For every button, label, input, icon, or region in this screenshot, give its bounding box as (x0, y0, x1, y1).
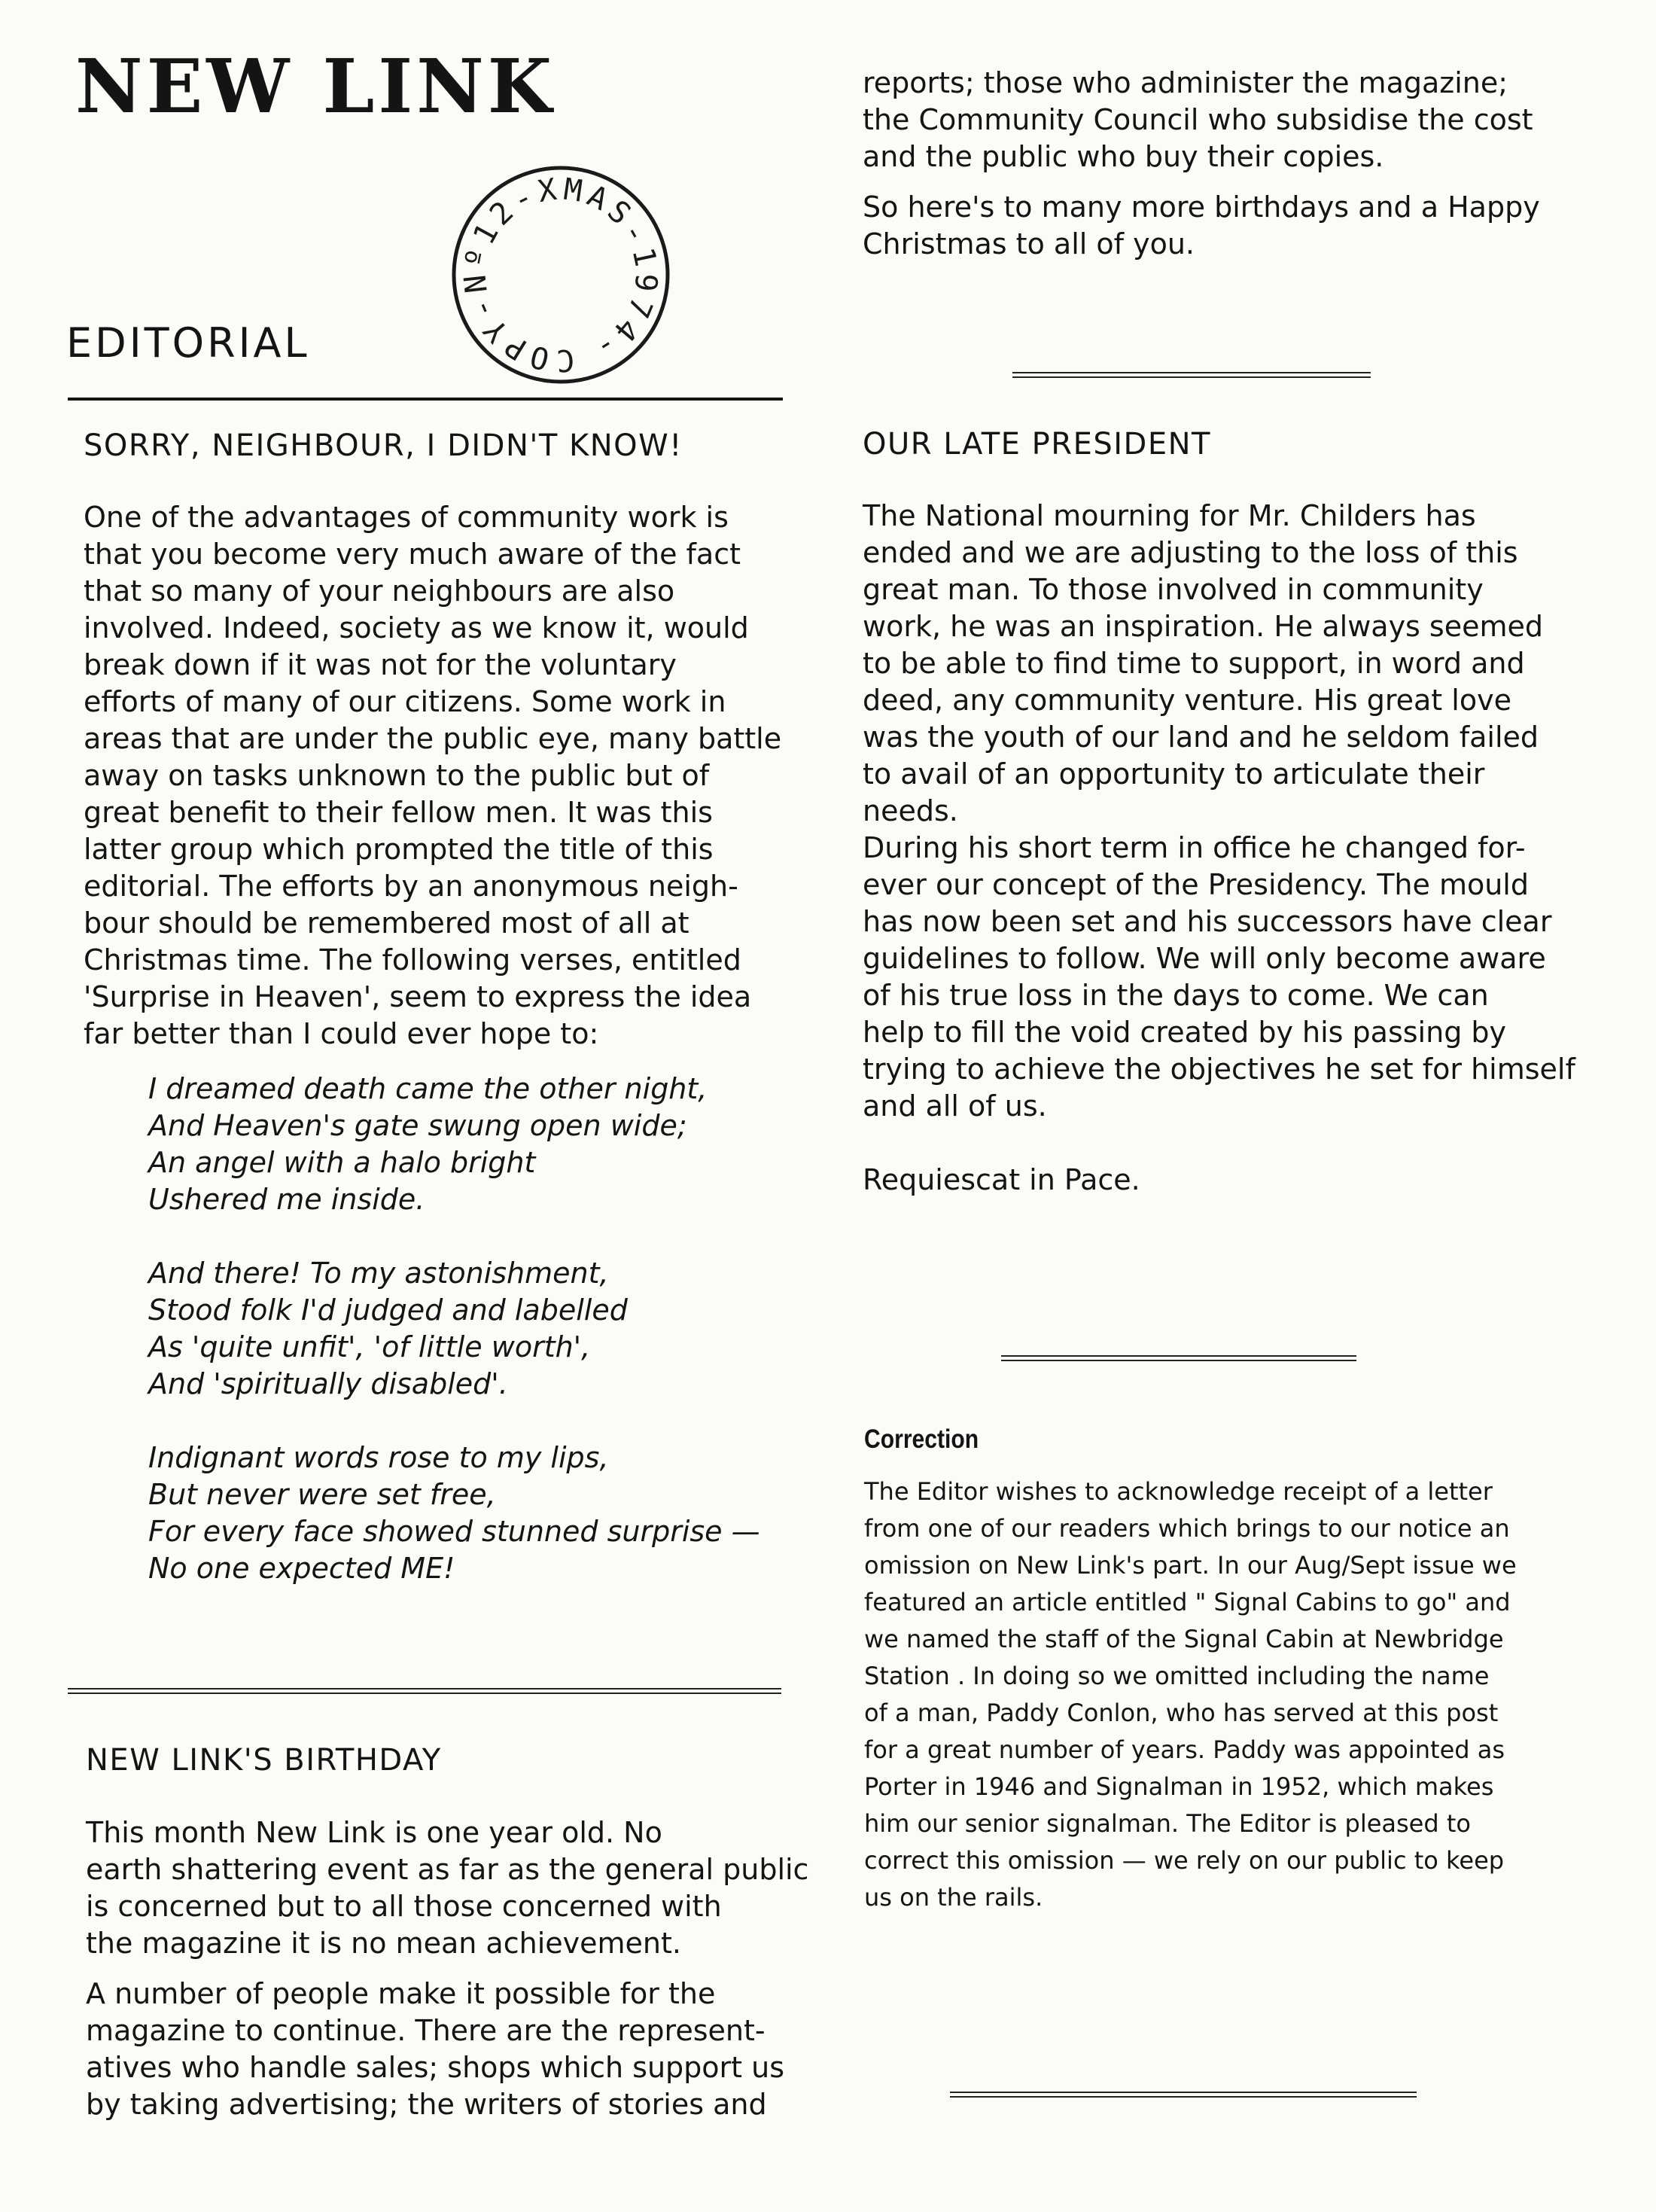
section-divider (1001, 1355, 1356, 1361)
article-birthday (86, 1742, 846, 2123)
article-sorry-neighbour (84, 428, 844, 1587)
article-body: So here's to many more birthdays and a Happy Christmas to all of you. (863, 190, 1540, 261)
section-label: EDITORIAL (66, 319, 310, 367)
article-body: This month New Link is one year old. No earth shattering event as far as the general public is concerned but to all those concerned with the magazine it is no mean achievement. (86, 1816, 809, 1960)
poem-stanza: Indignant words rose to my lips, But never were set free, For every face showed stunned surprise — No one expected ME! (148, 1441, 760, 1585)
article-body: The National mourning for Mr. Childers has ended and we are adjusting to the loss of this great man. To those involved in community work, he was an inspiration. He always seemed to be able to find time to support, in word and deed, any community venture. His great love was the youth of our land and he seldom failed to avail of an opportunity to articulate their needs. During his short term in office he changed for- ever our concept of the Presidency. The mould has now been set and his successors have clear guidelines to follow. We will only become aware of his true loss in the days to come. We can help to fill the void created by his passing by trying to achieve the objectives he set for himself and all of us. (863, 499, 1575, 1123)
article-heading: OUR LATE PRESIDENT (863, 427, 1211, 462)
article-signoff: Requiescat in Pace. (863, 1163, 1140, 1196)
masthead-title: NEW LINK (75, 44, 556, 130)
article-heading: SORRY, NEIGHBOUR, I DIDN'T KNOW! (84, 428, 683, 463)
section-divider (950, 2092, 1417, 2098)
svg-text:COPY-Nº12-XMAS-1974- (448, 162, 674, 388)
poem-stanza: And there! To my astonishment, Stood folk I'd judged and labelled As 'quite unfit', 'of little worth', And 'spiritually disabled'. (148, 1257, 628, 1400)
article-heading: Correction (864, 1424, 979, 1454)
copy-stamp (448, 162, 674, 388)
stamp-text: COPY-Nº12-XMAS-1974- (458, 172, 664, 378)
section-divider (68, 1688, 781, 1694)
article-body: reports; those who administer the magazine; the Community Council who subsidise the cost and the public who buy their copies. (863, 66, 1533, 173)
article-body: The Editor wishes to acknowledge receipt of a letter from one of our readers which brings to our notice an omission on New Link's part. In our Aug/Sept issue we featured an article entitled " Signal Cabins to go" and we named the staff of the Signal Cabin at Newbridge Station . In doing so we omitted including the name of a man, Paddy Conlon, who has served at this post for a great number of years. Paddy was appointed as Porter in 1946 and Signalman in 1952, which makes him our senior signalman. The Editor is pleased to correct this omission — we rely on our public to keep us on the rails. (864, 1477, 1517, 1912)
article-body: One of the advantages of community work is that you become very much aware of the fact that so many of your neighbours are also involved. Indeed, society as we know it, would break down if it was not for the voluntary efforts of many of our citizens. Some work in areas that are under the public eye, many battle away on tasks unknown to the public but of great benefit to their fellow men. It was this latter group which prompted the title of this editorial. The efforts by an anonymous neigh- bour should be remembered most of all at Christmas time. The following verses, entitled 'Surprise in Heaven', seem to express the idea far better than I could ever hope to: (84, 501, 782, 1050)
poem-stanza: I dreamed death came the other night, And Heaven's gate swung open wide; An angel with a halo bright Ushered me inside. (148, 1072, 708, 1216)
article-heading: NEW LINK'S BIRTHDAY (86, 1743, 442, 1778)
section-divider (1012, 372, 1371, 378)
article-correction (864, 1424, 1624, 1916)
article-president (863, 426, 1623, 1199)
article-body: A number of people make it possible for the magazine to continue. There are the represent- atives who handle sales; shops which support us by taking advertising; the writers of stories and (86, 1977, 785, 2121)
masthead-rule (68, 398, 783, 401)
article-birthday-continued (863, 65, 1623, 263)
